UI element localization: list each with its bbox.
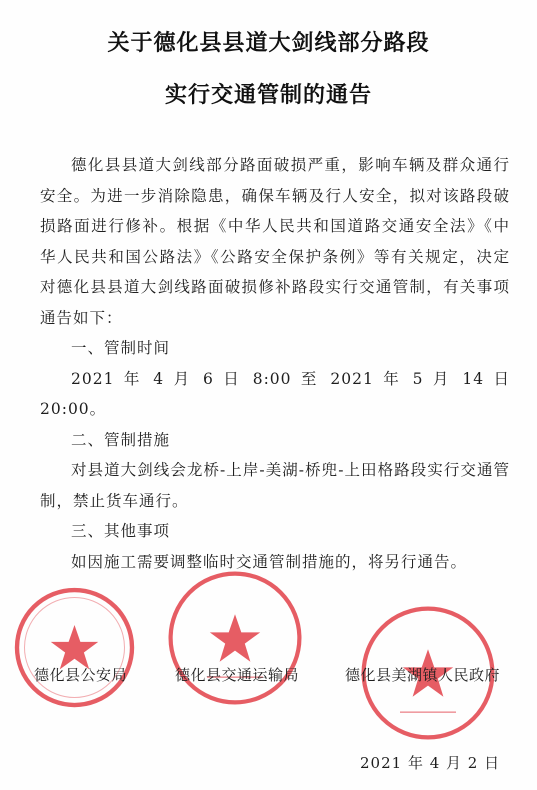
- document-body: [40, 150, 510, 577]
- other-matters-text: 如因施工需要调整临时交通管制措施的，将另行通告。: [71, 552, 468, 571]
- control-time-text: 2021 年 4 月 6 日 8:00 至 2021 年 5 月 14 日 20:00。: [40, 369, 510, 418]
- seal-transport-bureau: [165, 568, 305, 708]
- signature-public-security: 德化县公安局: [34, 666, 128, 684]
- document-date: 2021 年 4 月 2 日: [360, 754, 501, 772]
- control-measures-text: 对县道大剑线会龙桥-上岸-美湖-桥兜-上田格路段实行交通管制，禁止货车通行。: [40, 461, 510, 510]
- section-heading-time: 一、管制时间: [71, 339, 171, 357]
- section-heading-other: 三、其他事项: [71, 522, 171, 540]
- document-title-line1: 关于德化县县道大剑线部分路段: [107, 31, 430, 56]
- section-heading-measures: 二、管制措施: [71, 430, 171, 449]
- signature-transport-bureau: 德化县交通运输局: [175, 666, 300, 684]
- signature-meihu-government: 德化县美湖镇人民政府: [345, 666, 501, 684]
- intro-paragraph: 德化县县道大剑线部分路面破损严重，影响车辆及群众通行安全。为进一步消除隐患，确保车辆及行人安全，拟对该路段破损路面进行修补。根据《中华人民共和国道路交通安全法》《中华人民共和国公路法》《公路安全保护条例》等有关规定，决定对德化县县道大剑线路面破损修补路段实行交通管制，有关事项通告如下：: [40, 156, 510, 327]
- seal-public-security-graphic: [12, 585, 137, 710]
- seal-public-security: [12, 585, 137, 710]
- document-title-line2: 实行交通管制的通告: [164, 83, 372, 108]
- seal-transport-bureau-graphic: [165, 568, 305, 708]
